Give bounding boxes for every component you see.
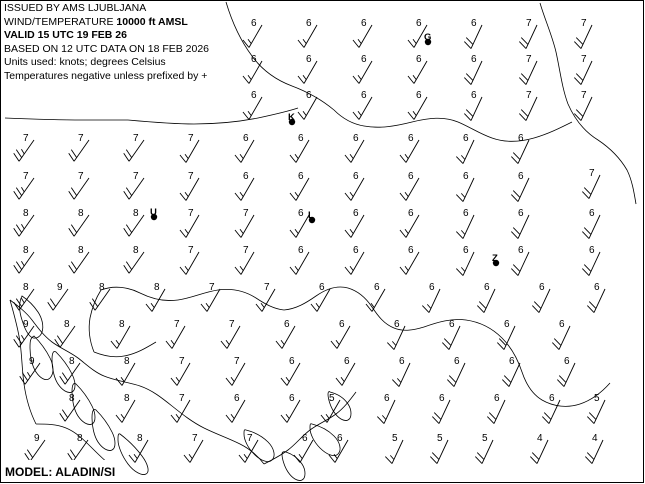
temperature-label: 7 xyxy=(133,171,139,182)
temperature-label: 9 xyxy=(34,433,40,444)
temperature-label: 7 xyxy=(174,319,180,330)
temperature-label: 6 xyxy=(471,18,477,29)
temperature-label: 6 xyxy=(594,282,600,293)
temperature-label: 6 xyxy=(549,393,555,404)
temperature-label: 7 xyxy=(192,433,198,444)
temperature-label: 6 xyxy=(463,171,469,182)
temperature-label: 6 xyxy=(454,356,460,367)
temperature-label: 7 xyxy=(247,433,253,444)
temperature-label: 6 xyxy=(298,133,304,144)
temperature-label: 7 xyxy=(188,133,194,144)
temperature-label: 6 xyxy=(484,282,490,293)
temperature-label: 6 xyxy=(306,90,312,101)
temperature-label: 8 xyxy=(23,245,29,256)
temperature-label: 6 xyxy=(518,171,524,182)
temperature-label: 7 xyxy=(264,282,270,293)
temperature-label: 6 xyxy=(589,208,595,219)
temperature-label: 6 xyxy=(509,356,515,367)
header-parameter xyxy=(4,16,209,30)
temperature-label: 6 xyxy=(306,18,312,29)
temperature-label: 6 xyxy=(353,208,359,219)
temperature-label: 7 xyxy=(581,90,587,101)
temperature-label: 6 xyxy=(518,208,524,219)
temperature-label: 7 xyxy=(581,18,587,29)
temperature-label: 8 xyxy=(23,208,29,219)
temperature-label: 6 xyxy=(494,393,500,404)
temperature-label: 7 xyxy=(526,18,532,29)
temperature-label: 8 xyxy=(154,282,160,293)
temperature-label: 6 xyxy=(353,171,359,182)
temperature-label: 6 xyxy=(471,54,477,65)
temperature-label: 8 xyxy=(99,282,105,293)
temperature-label: 6 xyxy=(289,356,295,367)
temperature-label: 6 xyxy=(394,319,400,330)
temperature-label: 7 xyxy=(23,171,29,182)
temperature-label: 6 xyxy=(416,18,422,29)
temperature-label: 6 xyxy=(353,245,359,256)
city-label: U xyxy=(150,207,157,218)
temperature-label: 6 xyxy=(251,18,257,29)
temperature-label: 6 xyxy=(463,133,469,144)
temperature-label: 5 xyxy=(594,393,600,404)
temperature-label: 6 xyxy=(518,245,524,256)
temperature-label: 6 xyxy=(302,433,308,444)
temperature-label: 6 xyxy=(439,393,445,404)
temperature-label: 7 xyxy=(179,393,185,404)
temperature-label: 6 xyxy=(408,245,414,256)
temperature-label: 6 xyxy=(518,133,524,144)
temperature-label: 6 xyxy=(306,54,312,65)
temperature-label: 5 xyxy=(392,433,398,444)
temperature-label: 7 xyxy=(589,168,595,179)
temperature-label: 7 xyxy=(78,171,84,182)
temperature-label: 6 xyxy=(361,54,367,65)
header-issued-by: ISSUED BY AMS LJUBLJANA xyxy=(4,2,147,14)
temperature-label: 6 xyxy=(243,133,249,144)
temperature-label: 6 xyxy=(361,18,367,29)
temperature-label: 6 xyxy=(399,356,405,367)
temperature-label: 6 xyxy=(408,133,414,144)
temperature-label: 6 xyxy=(243,171,249,182)
temperature-label: 4 xyxy=(537,433,543,444)
temperature-label: 7 xyxy=(78,133,84,144)
temperature-label: 6 xyxy=(361,90,367,101)
model-label: MODEL: ALADIN/SI xyxy=(5,465,116,479)
temperature-label: 9 xyxy=(29,356,35,367)
city-label: L xyxy=(308,210,314,221)
temperature-label: 7 xyxy=(243,245,249,256)
temperature-label: 7 xyxy=(133,133,139,144)
temperature-label: 7 xyxy=(188,208,194,219)
temperature-label: 6 xyxy=(298,208,304,219)
temperature-label: 7 xyxy=(23,133,29,144)
temperature-label: 6 xyxy=(251,90,257,101)
temperature-label: 8 xyxy=(119,319,125,330)
temperature-label: 8 xyxy=(124,393,130,404)
temperature-label: 8 xyxy=(133,208,139,219)
header-temp-note: Temperatures negative unless prefixed by + xyxy=(4,69,208,82)
temperature-label: 9 xyxy=(57,282,63,293)
temperature-label: 7 xyxy=(243,208,249,219)
header-parameter-label: WIND/TEMPERATURE xyxy=(4,15,117,28)
temperature-label: 8 xyxy=(64,319,70,330)
temperature-label: 6 xyxy=(251,54,257,65)
temperature-label: 4 xyxy=(592,433,598,444)
temperature-label: 6 xyxy=(559,319,565,330)
temperature-label: 6 xyxy=(289,393,295,404)
header-basedon: BASED ON 12 UTC DATA ON 18 FEB 2026 xyxy=(4,42,210,55)
temperature-label: 8 xyxy=(77,433,83,444)
temperature-label: 6 xyxy=(416,54,422,65)
temperature-label: 6 xyxy=(408,171,414,182)
temperature-label: 6 xyxy=(298,245,304,256)
temperature-label: 5 xyxy=(329,393,335,404)
temperature-label: 6 xyxy=(589,245,595,256)
temperature-label: 6 xyxy=(471,90,477,101)
temperature-label: 5 xyxy=(482,433,488,444)
temperature-label: 6 xyxy=(384,393,390,404)
temperature-label: 6 xyxy=(429,282,435,293)
temperature-label: 6 xyxy=(319,282,325,293)
header-valid: VALID 15 UTC 19 FEB 26 xyxy=(4,29,127,41)
temperature-label: 7 xyxy=(209,282,215,293)
temperature-label: 6 xyxy=(298,171,304,182)
temperature-label: 6 xyxy=(337,433,343,444)
header-level: 10000 ft AMSL xyxy=(116,15,188,28)
temperature-label: 8 xyxy=(137,433,143,444)
temperature-label: 6 xyxy=(344,356,350,367)
temperature-label: 8 xyxy=(124,356,130,367)
temperature-label: 8 xyxy=(69,356,75,367)
temperature-label: 7 xyxy=(188,171,194,182)
temperature-label: 8 xyxy=(78,245,84,256)
temperature-label: 7 xyxy=(188,245,194,256)
temperature-label: 6 xyxy=(408,208,414,219)
temperature-label: 6 xyxy=(234,393,240,404)
temperature-label: 6 xyxy=(416,90,422,101)
temperature-label: 7 xyxy=(179,356,185,367)
temperature-label: 8 xyxy=(69,393,75,404)
temperature-label: 8 xyxy=(78,208,84,219)
temperature-label: 6 xyxy=(374,282,380,293)
temperature-label: 6 xyxy=(504,319,510,330)
temperature-label: 6 xyxy=(449,319,455,330)
temperature-label: 6 xyxy=(463,208,469,219)
temperature-label: 6 xyxy=(284,319,290,330)
temperature-label: 9 xyxy=(23,319,29,330)
temperature-label: 7 xyxy=(581,54,587,65)
temperature-label: 8 xyxy=(133,245,139,256)
city-label: Z xyxy=(492,253,498,264)
temperature-label: 8 xyxy=(23,282,29,293)
header-units: Units used: knots; degrees Celsius xyxy=(4,56,166,68)
city-label: K xyxy=(288,112,295,123)
header-block xyxy=(0,0,213,86)
temperature-label: 7 xyxy=(526,90,532,101)
temperature-label: 6 xyxy=(539,282,545,293)
temperature-label: 7 xyxy=(526,54,532,65)
temperature-label: 6 xyxy=(463,245,469,256)
city-label: G xyxy=(424,32,432,43)
temperature-label: 5 xyxy=(437,433,443,444)
temperature-label: 6 xyxy=(339,319,345,330)
temperature-label: 7 xyxy=(234,356,240,367)
footer-block xyxy=(0,460,121,484)
temperature-label: 7 xyxy=(229,319,235,330)
temperature-label: 6 xyxy=(353,133,359,144)
temperature-label: 6 xyxy=(564,356,570,367)
